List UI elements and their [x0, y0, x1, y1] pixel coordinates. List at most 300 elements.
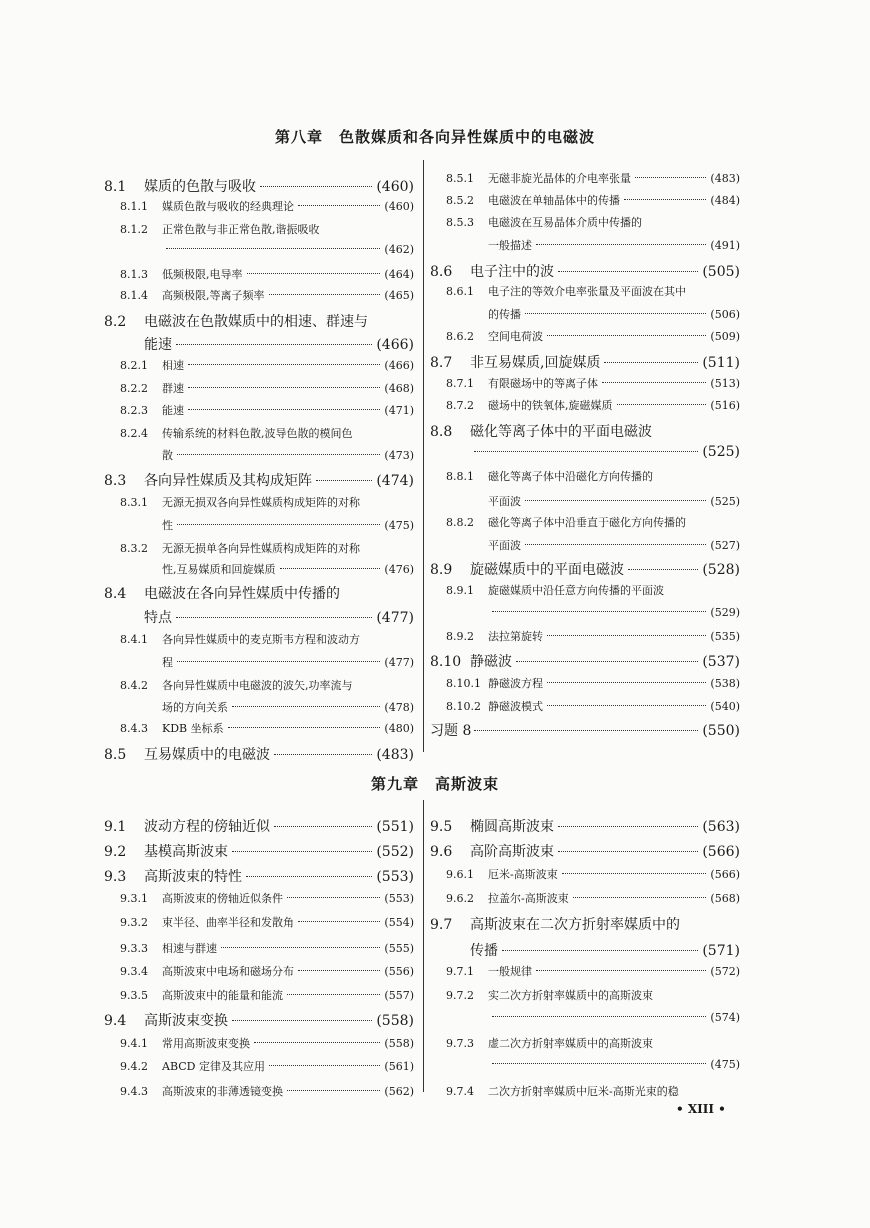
toc-entry-continuation[interactable]: [488, 306, 740, 322]
toc-title: 有限磁场中的等离子体: [488, 377, 598, 390]
leader-dots: [492, 1016, 706, 1017]
toc-title-cont: 传播: [470, 943, 498, 959]
toc-entry[interactable]: [104, 1010, 414, 1030]
toc-page: (538): [710, 677, 740, 690]
toc-title: 非互易媒质,回旋媒质: [470, 355, 601, 371]
leader-dots: [558, 851, 698, 852]
toc-page: (471): [384, 404, 414, 417]
chapter8-heading: 第八章 色散媒质和各向异性媒质中的电磁波: [274, 128, 595, 146]
toc-title: 实二次方折射率媒质中的高斯波束: [488, 989, 653, 1002]
toc-page: (475): [384, 519, 414, 532]
toc-number: 8.5.2: [446, 194, 474, 207]
toc-page: (552): [376, 844, 414, 860]
leader-dots: [177, 524, 380, 525]
toc-title: 无源无损双各向异性媒质构成矩阵的对称: [162, 496, 360, 509]
toc-title: 电磁波在色散媒质中的相速、群速与: [144, 314, 368, 330]
toc-title: 磁场中的铁氧体,旋磁媒质: [488, 399, 613, 412]
toc-page: (537): [702, 654, 740, 670]
toc-page: (568): [710, 892, 740, 905]
toc-entry[interactable]: [120, 287, 414, 303]
toc-number: 8.2: [104, 314, 127, 330]
toc-number: 8.8.1: [446, 470, 474, 483]
toc-page: (553): [384, 892, 414, 905]
toc-entry[interactable]: [120, 266, 414, 282]
toc-title-cont: 性: [162, 519, 173, 532]
leader-dots: [176, 617, 372, 618]
toc-entry[interactable]: [446, 866, 740, 882]
toc-page: (474): [376, 473, 414, 489]
leader-dots: [298, 970, 380, 971]
toc-title: 旋磁媒质中的平面电磁波: [470, 562, 624, 578]
toc-title-cont: 散: [162, 449, 173, 462]
leader-dots: [604, 362, 698, 363]
leader-dots: [298, 205, 380, 206]
toc-title: 高斯波束的非薄透镜变换: [162, 1085, 283, 1098]
toc-title: 波动方程的傍轴近似: [144, 819, 270, 835]
toc-number: 9.6.1: [446, 868, 474, 881]
toc-number: 8.6.2: [446, 330, 474, 343]
toc-title: 低频极限,电导率: [162, 268, 243, 281]
toc-number: 9.4.2: [120, 1060, 148, 1073]
toc-number: 9.6: [430, 844, 453, 860]
toc-title: 磁化等离子体中的平面电磁波: [470, 424, 652, 440]
toc-title: 正常色散与非正常色散,谐振吸收: [162, 223, 320, 236]
toc-title: 厄米-高斯波束: [488, 868, 558, 881]
toc-entry[interactable]: [120, 890, 414, 906]
leader-dots: [525, 544, 706, 545]
leader-dots: [492, 611, 706, 612]
leader-dots: [492, 1063, 706, 1064]
toc-entry[interactable]: [120, 540, 414, 556]
toc-title: 各向异性媒质中电磁波的波矢,功率流与: [162, 679, 353, 692]
toc-title: 电磁波在各向异性媒质中传播的: [144, 586, 340, 602]
toc-entry[interactable]: [120, 940, 414, 956]
column-divider-ch8: [423, 160, 424, 752]
leader-dots: [547, 705, 706, 706]
leader-dots: [573, 897, 707, 898]
leader-dots: [316, 480, 372, 481]
toc-title: 法拉第旋转: [488, 630, 543, 643]
toc-number: 9.2: [104, 844, 127, 860]
toc-entry-continuation[interactable]: [162, 447, 414, 463]
toc-title: 电子注的等效介电率张量及平面波在其中: [488, 285, 686, 298]
toc-title-cont: 特点: [144, 610, 172, 626]
toc-number: 8.3.2: [120, 542, 148, 555]
toc-title-cont: 平面波: [488, 495, 521, 508]
leader-dots: [558, 271, 698, 272]
toc-entry[interactable]: [120, 1083, 414, 1099]
toc-number: 9.7.2: [446, 989, 474, 1002]
toc-entry[interactable]: [104, 866, 414, 886]
toc-title: 椭圆高斯波束: [470, 819, 554, 835]
toc-entry-continuation[interactable]: [144, 334, 414, 354]
toc-page: (491): [710, 239, 740, 252]
toc-title: 静磁波模式: [488, 700, 543, 713]
toc-title: 磁化等离子体中沿垂直于磁化方向传播的: [488, 516, 686, 529]
toc-title: 各向异性媒质及其构成矩阵: [144, 473, 312, 489]
toc-number: 8.4.3: [120, 722, 148, 735]
leader-dots: [188, 409, 380, 410]
toc-number: 8.9.2: [446, 630, 474, 643]
leader-dots: [274, 754, 372, 755]
toc-number: 9.3.1: [120, 892, 148, 905]
toc-page: (462): [384, 243, 414, 256]
toc-entry[interactable]: [120, 720, 414, 736]
toc-entry-continuation[interactable]: [470, 940, 740, 960]
leader-dots: [547, 682, 706, 683]
toc-title: 二次方折射率媒质中厄米-高斯光束的稳: [488, 1085, 679, 1098]
page-folio: • XIII •: [676, 1102, 726, 1116]
toc-number: 9.7.4: [446, 1085, 474, 1098]
toc-title: ABCD 定律及其应用: [162, 1060, 265, 1073]
leader-dots: [562, 873, 707, 874]
leader-dots: [617, 404, 707, 405]
toc-page: (483): [710, 172, 740, 185]
toc-title: 静磁波方程: [488, 677, 543, 690]
toc-number: 8.5.3: [446, 216, 474, 229]
toc-entry[interactable]: [430, 421, 740, 441]
leader-dots: [260, 186, 372, 187]
toc-title: 磁化等离子体中沿磁化方向传播的: [488, 470, 653, 483]
toc-entry[interactable]: [446, 675, 740, 691]
toc-number: 8.7.2: [446, 399, 474, 412]
toc-entry[interactable]: [430, 651, 740, 671]
toc-page: (554): [384, 916, 414, 929]
toc-title-cont: 程: [162, 656, 173, 669]
leader-dots: [269, 1065, 380, 1066]
toc-entry-continuation[interactable]: [144, 607, 414, 627]
leader-dots: [628, 569, 698, 570]
toc-entry[interactable]: [120, 380, 414, 396]
toc-entry[interactable]: [446, 170, 740, 186]
toc-entry[interactable]: [120, 425, 414, 441]
leader-dots: [232, 851, 372, 852]
leader-dots: [635, 177, 706, 178]
toc-entry[interactable]: [104, 176, 414, 196]
toc-title-cont: 能速: [144, 337, 172, 353]
toc-page: (506): [710, 308, 740, 321]
toc-title: 高阶高斯波束: [470, 844, 554, 860]
toc-title: 高斯波束的特性: [144, 869, 242, 885]
column-divider-ch9: [423, 800, 424, 1092]
toc-title: 基模高斯波束: [144, 844, 228, 860]
leader-dots: [536, 244, 706, 245]
toc-entry-continuation[interactable]: [488, 606, 740, 619]
toc-page: (555): [384, 942, 414, 955]
leader-dots: [547, 335, 706, 336]
toc-number: 9.4: [104, 1013, 127, 1029]
toc-title: 电磁波在互易晶体介质中传播的: [488, 216, 642, 229]
toc-entry[interactable]: [430, 841, 740, 861]
toc-page: (509): [710, 330, 740, 343]
toc-entry-continuation[interactable]: [162, 517, 414, 533]
toc-page: (505): [702, 264, 740, 280]
toc-page: (466): [384, 359, 414, 372]
toc-entry[interactable]: [446, 963, 740, 979]
toc-entry-continuation[interactable]: [488, 537, 740, 553]
toc-number: 8.5: [104, 747, 127, 763]
toc-page: (558): [384, 1037, 414, 1050]
toc-title: 媒质的色散与吸收: [144, 179, 256, 195]
toc-title: KDB 坐标系: [162, 722, 224, 735]
toc-entry[interactable]: [446, 468, 740, 484]
leader-dots: [177, 454, 380, 455]
toc-title: 空间电荷波: [488, 330, 543, 343]
toc-page: (460): [384, 200, 414, 213]
toc-title: 高斯波束中电场和磁场分布: [162, 965, 294, 978]
toc-page: (464): [384, 268, 414, 281]
toc-entry[interactable]: [430, 914, 740, 934]
toc-page: (475): [710, 1058, 740, 1071]
toc-entry[interactable]: [104, 816, 414, 836]
toc-title: 静磁波: [470, 654, 512, 670]
leader-dots: [287, 1090, 380, 1091]
toc-number: 8.3: [104, 473, 127, 489]
leader-dots: [232, 706, 380, 707]
toc-number: 9.6.2: [446, 892, 474, 905]
toc-title-cont: 一般描述: [488, 239, 532, 252]
toc-title: 一般规律: [488, 965, 532, 978]
toc-title: 各向异性媒质中的麦克斯韦方程和波动方: [162, 633, 360, 646]
toc-page: (511): [702, 355, 740, 371]
toc-entry[interactable]: [120, 357, 414, 373]
toc-number: 8.1.3: [120, 268, 148, 281]
toc-page: (468): [384, 382, 414, 395]
toc-title: 无磁非旋光晶体的介电率张量: [488, 172, 631, 185]
toc-entry[interactable]: [430, 559, 740, 579]
toc-page: (473): [384, 449, 414, 462]
toc-entry[interactable]: [120, 1058, 414, 1074]
toc-entry[interactable]: [446, 514, 740, 530]
toc-title: 高频极限,等离子频率: [162, 289, 265, 302]
toc-entry-continuation[interactable]: [162, 699, 414, 715]
toc-entry[interactable]: [446, 987, 740, 1003]
leader-dots: [188, 387, 380, 388]
toc-number: 8.6.1: [446, 285, 474, 298]
toc-entry-continuation[interactable]: [488, 1011, 740, 1024]
toc-page: (525): [702, 444, 740, 460]
toc-entry[interactable]: [446, 1083, 740, 1099]
toc-entry[interactable]: [430, 720, 740, 740]
toc-entry[interactable]: [120, 494, 414, 510]
toc-entry[interactable]: [446, 397, 740, 413]
toc-number: 9.3: [104, 869, 127, 885]
leader-dots: [269, 294, 381, 295]
toc-page: (477): [384, 656, 414, 669]
toc-page: (551): [376, 819, 414, 835]
toc-number: 8.4.2: [120, 679, 148, 692]
leader-dots: [228, 727, 381, 728]
toc-page: (572): [710, 965, 740, 978]
toc-number: 8.4.1: [120, 633, 148, 646]
toc-number: 8.9.1: [446, 584, 474, 597]
toc-entry[interactable]: [446, 283, 740, 299]
toc-page: (460): [376, 179, 414, 195]
toc-entry[interactable]: [446, 1035, 740, 1051]
toc-title-cont: 场的方向关系: [162, 701, 228, 714]
toc-title: 拉盖尔-高斯波束: [488, 892, 569, 905]
toc-title: 媒质色散与吸收的经典理论: [162, 200, 294, 213]
toc-number: 8.2.4: [120, 427, 148, 440]
toc-page: (574): [710, 1011, 740, 1024]
toc-entry[interactable]: [120, 914, 414, 930]
toc-page: (483): [376, 747, 414, 763]
toc-entry[interactable]: [104, 841, 414, 861]
toc-number: 8.2.2: [120, 382, 148, 395]
toc-number: 8.1: [104, 179, 127, 195]
toc-entry[interactable]: [104, 744, 414, 764]
toc-entry[interactable]: [104, 470, 414, 490]
toc-title: 传输系统的材料色散,波导色散的模间色: [162, 427, 353, 440]
toc-page: (484): [710, 194, 740, 207]
toc-number: 9.1: [104, 819, 127, 835]
toc-entry[interactable]: [120, 198, 414, 214]
toc-entry[interactable]: [446, 698, 740, 714]
toc-entry[interactable]: [446, 890, 740, 906]
toc-title-cont: 的传播: [488, 308, 521, 321]
toc-entry-continuation[interactable]: [488, 237, 740, 253]
leader-dots: [176, 344, 372, 345]
toc-number: 8.2.3: [120, 404, 148, 417]
toc-title: 高斯波束中的能量和能流: [162, 989, 283, 1002]
toc-entry[interactable]: [104, 311, 414, 331]
toc-title: 能速: [162, 404, 184, 417]
toc-entry[interactable]: [446, 582, 740, 598]
toc-number: 9.3.2: [120, 916, 148, 929]
toc-title: 相速: [162, 359, 184, 372]
leader-dots: [558, 826, 698, 827]
leader-dots: [166, 248, 380, 249]
toc-number: 9.3.3: [120, 942, 148, 955]
leader-dots: [280, 568, 381, 569]
toc-number: 8.9: [430, 562, 453, 578]
toc-title: 高斯波束变换: [144, 1013, 228, 1029]
leader-dots: [525, 313, 706, 314]
toc-entry[interactable]: [430, 816, 740, 836]
toc-page: (480): [384, 722, 414, 735]
toc-entry[interactable]: [120, 221, 414, 237]
toc-number: 8.1.1: [120, 200, 148, 213]
leader-dots: [525, 500, 706, 501]
toc-page: (557): [384, 989, 414, 1002]
toc-entry[interactable]: [446, 214, 740, 230]
toc-page: (562): [384, 1085, 414, 1098]
toc-page: (558): [376, 1013, 414, 1029]
leader-dots: [274, 826, 372, 827]
leader-dots: [177, 661, 380, 662]
leader-dots: [188, 364, 380, 365]
toc-page: (540): [710, 700, 740, 713]
toc-entry[interactable]: [446, 628, 740, 644]
toc-number: 9.7: [430, 917, 453, 933]
toc-entry[interactable]: [120, 631, 414, 647]
toc-entry[interactable]: [120, 1035, 414, 1051]
toc-page: (528): [702, 562, 740, 578]
toc-entry[interactable]: [120, 987, 414, 1003]
toc-number: 8.10: [430, 654, 462, 670]
toc-page: (516): [710, 399, 740, 412]
toc-page: (465): [384, 289, 414, 302]
toc-number: 8.1.4: [120, 289, 148, 302]
toc-page: (563): [702, 819, 740, 835]
leader-dots: [298, 921, 380, 922]
toc-title: 常用高斯波束变换: [162, 1037, 250, 1050]
toc-entry-continuation[interactable]: [162, 561, 414, 577]
toc-page: (476): [384, 563, 414, 576]
toc-page: (553): [376, 869, 414, 885]
toc-title: 互易媒质中的电磁波: [144, 747, 270, 763]
toc-entry-continuation[interactable]: [488, 1058, 740, 1071]
leader-dots: [246, 876, 372, 877]
toc-entry[interactable]: [430, 261, 740, 281]
leader-dots: [624, 199, 706, 200]
toc-page: (525): [710, 495, 740, 508]
toc-entry[interactable]: [446, 328, 740, 344]
toc-page: (566): [710, 868, 740, 881]
toc-number: 8.1.2: [120, 223, 148, 236]
toc-title: 高斯波束在二次方折射率媒质中的: [470, 917, 680, 933]
chapter9-heading: 第九章 高斯波束: [370, 775, 499, 793]
toc-entry-continuation[interactable]: [162, 654, 414, 670]
toc-number: 8.6: [430, 264, 453, 280]
leader-dots: [287, 994, 380, 995]
leader-dots: [474, 730, 698, 731]
toc-number: 8.5.1: [446, 172, 474, 185]
leader-dots: [221, 947, 380, 948]
toc-page: (571): [702, 943, 740, 959]
toc-page: (527): [710, 539, 740, 552]
leader-dots: [254, 1042, 380, 1043]
toc-title: 群速: [162, 382, 184, 395]
toc-entry[interactable]: [120, 402, 414, 418]
toc-entry-continuation[interactable]: [162, 243, 414, 256]
toc-entry[interactable]: [104, 583, 414, 603]
leader-dots: [232, 1020, 372, 1021]
toc-number: 8.4: [104, 586, 127, 602]
toc-entry[interactable]: [430, 352, 740, 372]
toc-entry-continuation[interactable]: [470, 444, 740, 460]
leader-dots: [516, 661, 698, 662]
toc-number: 8.8.2: [446, 516, 474, 529]
toc-number: 8.7.1: [446, 377, 474, 390]
toc-page: (513): [710, 377, 740, 390]
toc-number: 8.3.1: [120, 496, 148, 509]
toc-entry[interactable]: [120, 677, 414, 693]
toc-number: 8.10.1: [446, 677, 481, 690]
toc-entry[interactable]: [120, 963, 414, 979]
toc-number: 9.7.1: [446, 965, 474, 978]
toc-title: 相速与群速: [162, 942, 217, 955]
toc-title: 束半径、曲率半径和发散角: [162, 916, 294, 929]
toc-page: (561): [384, 1060, 414, 1073]
toc-page: (478): [384, 701, 414, 714]
leader-dots: [247, 273, 381, 274]
toc-number: 8.10.2: [446, 700, 481, 713]
toc-entry-continuation[interactable]: [488, 493, 740, 509]
toc-page: (466): [376, 337, 414, 353]
toc-page: (550): [702, 723, 740, 739]
toc-number: 9.5: [430, 819, 453, 835]
toc-title-cont: 性,互易媒质和回旋媒质: [162, 563, 276, 576]
toc-number: 8.2.1: [120, 359, 148, 372]
toc-page: (566): [702, 844, 740, 860]
leader-dots: [287, 897, 380, 898]
toc-title-cont: 平面波: [488, 539, 521, 552]
toc-entry[interactable]: [446, 375, 740, 391]
toc-page: (529): [710, 606, 740, 619]
toc-entry[interactable]: [446, 192, 740, 208]
toc-number: 9.7.3: [446, 1037, 474, 1050]
